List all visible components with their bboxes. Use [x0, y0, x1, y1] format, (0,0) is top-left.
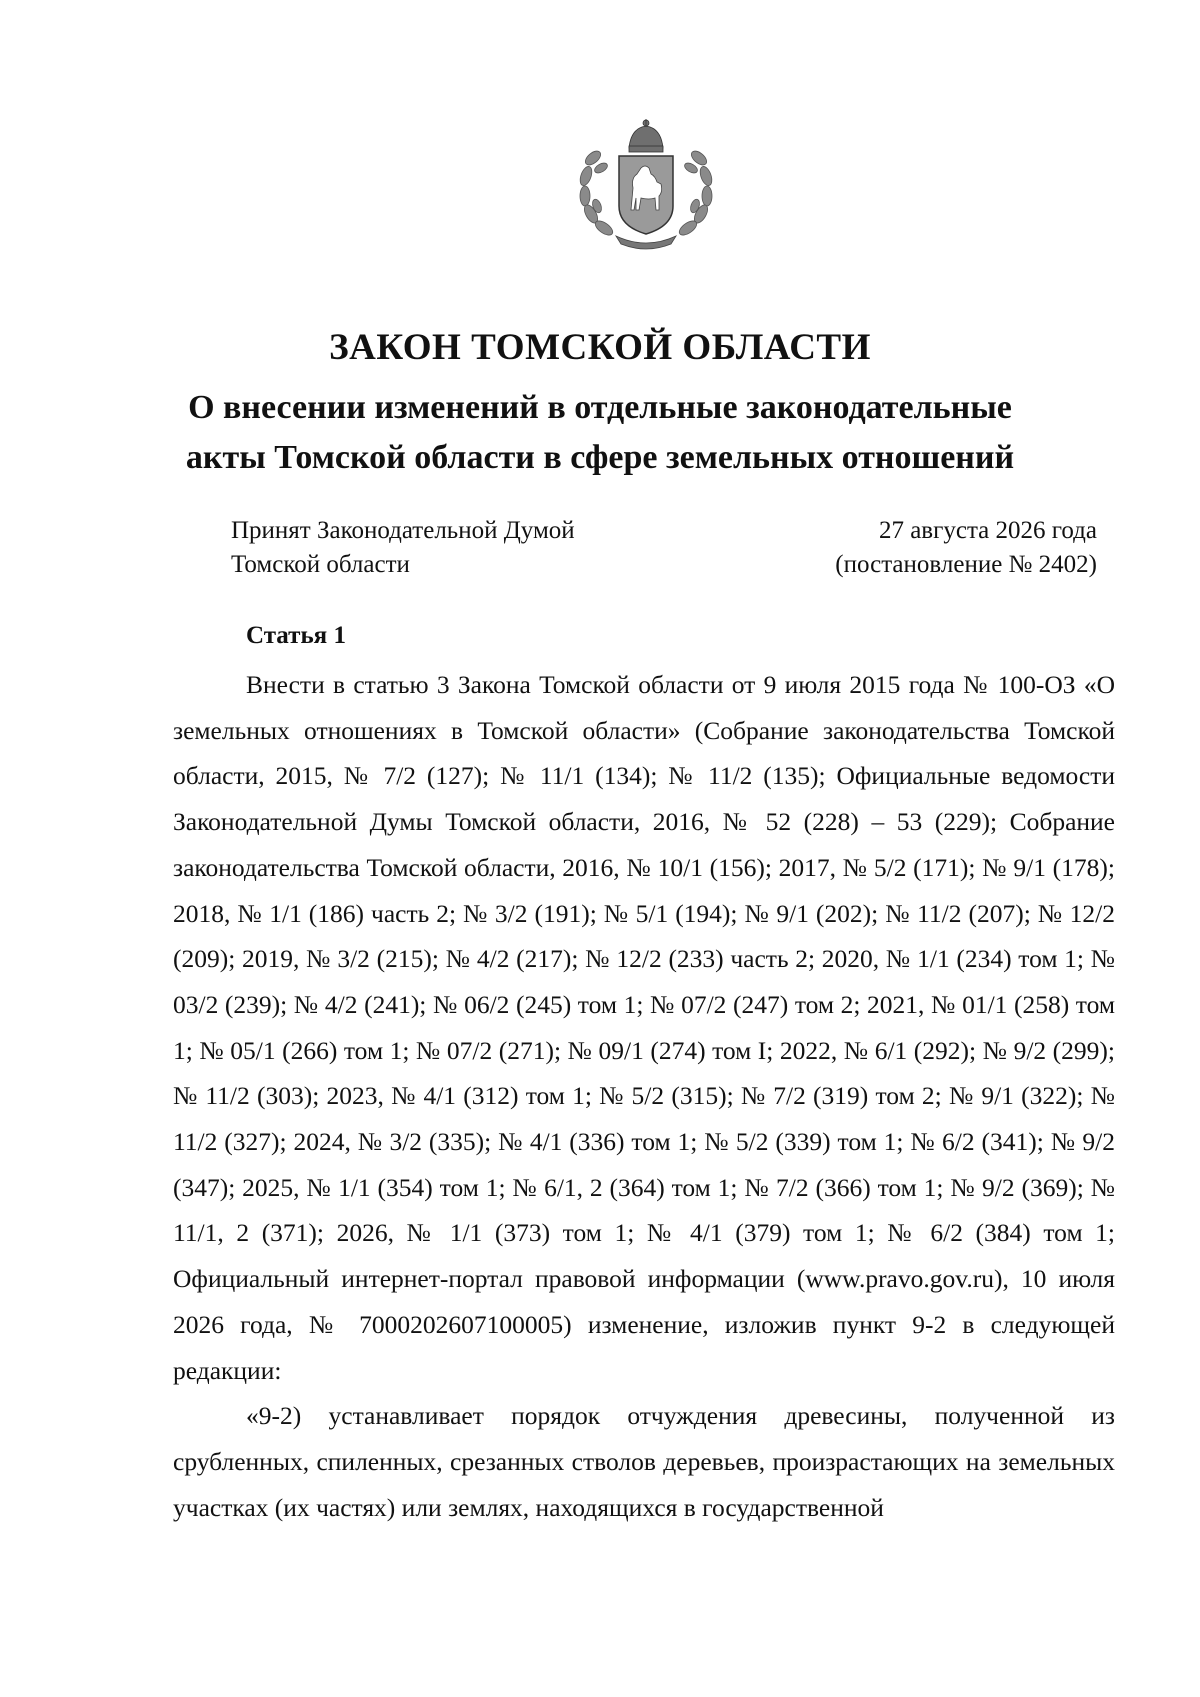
- article-1-heading: Статья 1: [246, 622, 346, 649]
- adoption-date: 27 августа 2026 года: [878, 517, 1097, 544]
- adopted-by-line-2: Томской области: [231, 551, 410, 578]
- law-subtitle-line-2: акты Томской области в сфере земельных отношений: [185, 439, 1015, 476]
- adoption-date-block: [835, 514, 1097, 582]
- adopted-by-block: [231, 514, 575, 582]
- article-1-paragraph-2: «9-2) устанавливает порядок отчуждения древесины, полученной из срубленных, спиленных, срезанных стволов деревьев, произрастающих на земельных участках (их частях) или землях, находящихся в государственной: [173, 1401, 1115, 1522]
- law-subtitle: [0, 383, 1200, 483]
- article-1-paragraph-1: Внести в статью 3 Закона Томской области от 9 июля 2015 года № 100-ОЗ «О земельных отношениях в Томской области» (Собрание законодательства Томской области, 2015, № 7/2 (127); № 11/1 (134); № 11/2 (135); Официальные ведомости Законодательной Думы Томской области, 2016, № 52 (228) – 53 (229); Собрание законодательства Томской области, 2016, № 10/1 (156); 2017, № 5/2 (171); № 9/1 (178); 2018, № 1/1 (186) часть 2; № 3/2 (191); № 5/1 (194); № 9/1 (202); № 11/2 (207); № 12/2 (209); 2019, № 3/2 (215); № 4/2 (217); № 12/2 (233) часть 2; 2020, № 1/1 (234) том 1; № 03/2 (239); № 4/2 (241); № 06/2 (245) том 1; № 07/2 (247) том 2; 2021, № 01/1 (258) том 1; № 05/1 (266) том 1; № 07/2 (271); № 09/1 (274) том I; 2022, № 6/1 (292); № 9/2 (299); № 11/2 (303); 2023, № 4/1 (312) том 1; № 5/2 (315); № 7/2 (319) том 2; № 9/1 (322); № 11/2 (327); 2024, № 3/2 (335); № 4/1 (336) том 1; № 5/2 (339) том 1; № 6/2 (341); № 9/2 (347); 2025, № 1/1 (354) том 1; № 6/1, 2 (364) том 1; № 7/2 (366) том 1; № 9/2 (369); № 11/1, 2 (371); 2026, № 1/1 (373) том 1; № 4/1 (379) том 1; № 6/2 (384) том 1; Официальный интернет-портал правовой информации (www.pravo.gov.ru), 10 июля 2026 года, № 7000202607100005) изменение, изложив пункт 9-2 в следующей редакции:: [173, 670, 1115, 1385]
- adopted-by-line-1: Принят Законодательной Думой: [231, 517, 575, 544]
- resolution-number: (постановление № 2402): [835, 551, 1097, 578]
- coat-of-arms-emblem: [571, 118, 721, 250]
- article-1-body: [173, 662, 1115, 1530]
- law-title: ЗАКОН ТОМСКОЙ ОБЛАСТИ: [329, 327, 871, 368]
- law-subtitle-line-1: О внесении изменений в отдельные законодательные: [188, 389, 1012, 426]
